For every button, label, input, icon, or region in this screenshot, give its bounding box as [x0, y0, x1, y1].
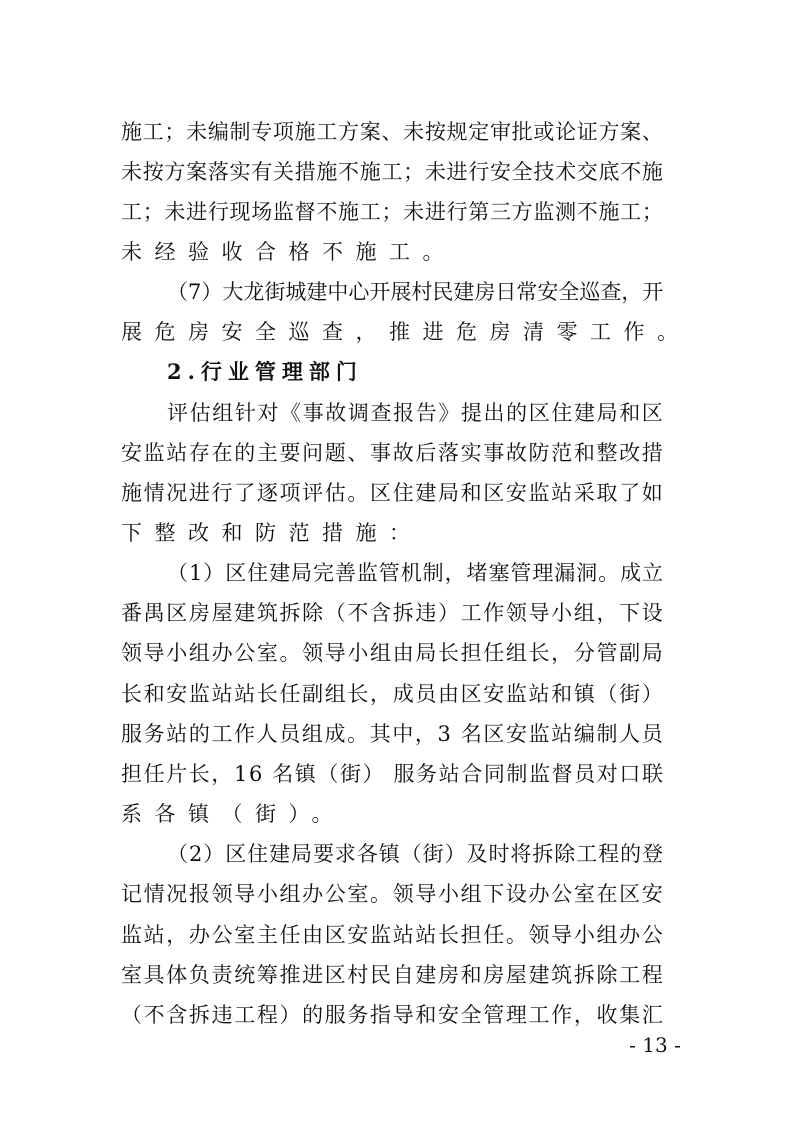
- page-number: - 13 -: [629, 1033, 681, 1057]
- text-line: 系各镇（街）。: [121, 802, 345, 826]
- text-line: 展危房安全巡查，推进危房清零工作。: [121, 320, 691, 344]
- text-line: 施 工 ； 未 编 制 专 项 施 工 方 案 、 未 按 规 定 审 批 或 论 证 方 案 、: [121, 120, 663, 144]
- text-line: 监 站 ， 办 公 室 主 任 由 区 安 监 站 站 长 担 任 。 领 导 小 组 办 公: [121, 923, 663, 947]
- text-line: 担 任 片 长 ， 1 6 名 镇 （ 街 ） 服 务 站 合 同 制 监 督 员 对 口 联: [121, 762, 663, 786]
- text-line: 领 导 小 组 办 公 室 。 领 导 小 组 由 局 长 担 任 组 长 ， 分 管 副 局: [121, 641, 663, 665]
- paragraph-intro: 评 估 组 针 对 《 事 故 调 查 报 告 》 提 出 的 区 住 建 局 和 区: [167, 401, 663, 425]
- text-line: 安 监 站 存 在 的 主 要 问 题 、 事 故 后 落 实 事 故 防 范 和 整 改 措: [121, 441, 663, 465]
- paragraph-item-2: （ 2 ） 区 住 建 局 要 求 各 镇 （ 街 ） 及 时 将 拆 除 工 程 的 登: [167, 842, 663, 866]
- section-heading: 2.行业管理部门: [167, 359, 363, 384]
- text-line: 施 情 况 进 行 了 逐 项 评 估 。 区 住 建 局 和 区 安 监 站 采 取 了 如: [121, 481, 663, 505]
- text-line: 未 按 方 案 落 实 有 关 措 施 不 施 工 ； 未 进 行 安 全 技 术 交 底 不 施: [121, 160, 663, 184]
- text-line: 工 ； 未 进 行 现 场 监 督 不 施 工 ； 未 进 行 第 三 方 监 测 不 施 工 ；: [121, 200, 663, 224]
- text-line: 下整改和防范措施：: [121, 521, 423, 545]
- text-line: （ 不 含 拆 违 工 程 ） 的 服 务 指 导 和 安 全 管 理 工 作 ， 收 集 汇: [121, 1003, 663, 1027]
- text-line: 服 务 站 的 工 作 人 员 组 成 。 其 中 ， 3 名 区 安 监 站 编 制 人 员: [121, 722, 663, 746]
- paragraph-item-1: （ 1 ） 区 住 建 局 完 善 监 管 机 制 ， 堵 塞 管 理 漏 洞 。 成 立: [167, 561, 663, 585]
- paragraph-item-7: （ 7 ） 大 龙 街 城 建 中 心 开 展 村 民 建 房 日 常 安 全 巡 查 ， 开: [167, 280, 664, 304]
- text-line: 记 情 况 报 领 导 小 组 办 公 室 。 领 导 小 组 下 设 办 公 室 在 区 安: [121, 882, 663, 906]
- text-line: 番 禺 区 房 屋 建 筑 拆 除 （ 不 含 拆 违 ） 工 作 领 导 小 组 ， 下 设: [121, 601, 663, 625]
- text-line: 长 和 安 监 站 站 长 任 副 组 长 ， 成 员 由 区 安 监 站 和 镇 （ 街 ）: [121, 682, 663, 706]
- text-line: 未经验收合格不施工。: [121, 240, 456, 264]
- text-line: 室 具 体 负 责 统 筹 推 进 区 村 民 自 建 房 和 房 屋 建 筑 拆 除 工 程: [121, 963, 663, 987]
